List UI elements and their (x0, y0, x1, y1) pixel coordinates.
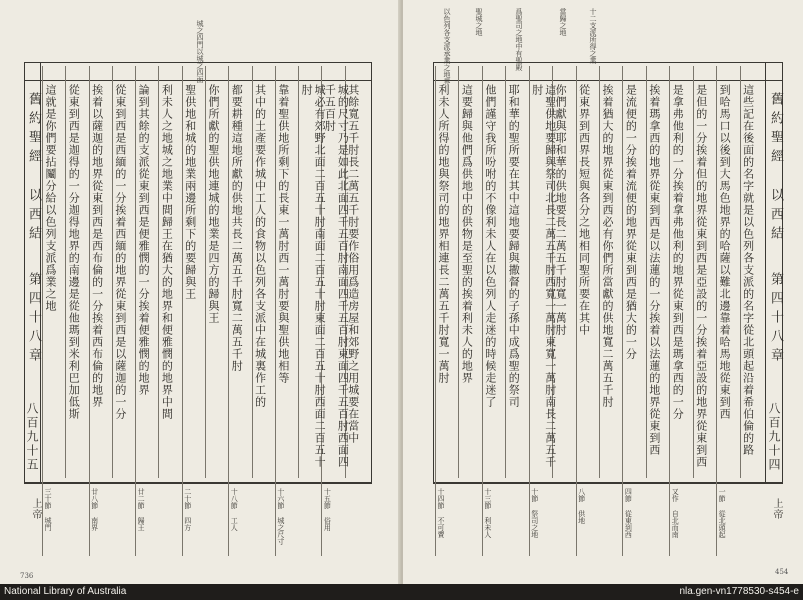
scripture-column: 利未人之地城之地業中間歸王在猶大的地界和便雅憫的地界中間 (160, 84, 174, 420)
left-margin-note: 城之四門以城之四面 (196, 20, 204, 83)
column-rule (228, 470, 229, 556)
scripture-column: 聖供地和城的地業兩邊所剩下的要歸與王 (183, 84, 197, 300)
column-rule (228, 66, 229, 478)
right-page (403, 0, 803, 584)
column-rule (622, 470, 623, 556)
column-rule (42, 470, 43, 556)
column-rule (716, 66, 717, 478)
scripture-column: 靠着聖供地所剩下的長東一萬肘西一萬肘要與聖供地相等 (276, 84, 290, 384)
scripture-column: 你們獻與耶和華的供地要長二萬五千肘寬一萬肘 (554, 84, 568, 336)
scripture-column: 其餘寬五千肘長二萬五千肘要作俗用爲造房屋和郊野之用城要在當中 (346, 84, 360, 444)
right-chapter-label: 第四十八章 (768, 272, 783, 367)
column-rule (576, 470, 577, 556)
right-archive-stamp: 454 (775, 568, 789, 576)
left-page-number: 八百九十五 (25, 402, 39, 472)
right-margin-note-5: 聖城之地 (475, 8, 483, 36)
scripture-column: 挨着以薩迦的地界從東到西是西布倫的一分挨着西布倫的地界 (90, 84, 104, 408)
column-rule (622, 66, 623, 478)
column-rule (646, 66, 647, 478)
footnote-column: 十四節 不可賣 (437, 488, 445, 538)
left-page (0, 0, 400, 584)
column-rule (65, 66, 66, 478)
column-rule (529, 66, 530, 478)
scripture-column: 城的尺寸乃是如此北面四千五百肘南面四千五百肘東面四千五百肘西面四千五百肘 (323, 84, 350, 468)
scripture-column: 挨着瑪拿西的地界從東到西是以法蓮的一分挨着以法蓮的地界從東到西 (647, 84, 661, 456)
footnote-column: 四節 從東到西 (624, 488, 633, 538)
right-header-rule (433, 80, 783, 81)
column-rule (89, 66, 90, 478)
column-rule (740, 66, 741, 478)
column-rule (298, 66, 299, 478)
scripture-column: 你們所獻的聖供地連城的地業是四方的歸與王 (207, 84, 220, 324)
credit-library: National Library of Australia (4, 586, 127, 597)
credit-identifier: nla.gen-vn1778530-s454-e (679, 586, 799, 597)
column-rule (135, 66, 136, 478)
scripture-column: 這要歸與他們爲供地中的供物是至聖的挨着利未人的地界 (460, 84, 474, 384)
column-rule (716, 470, 717, 556)
column-rule (321, 470, 322, 556)
left-archive-stamp: 736 (20, 572, 34, 580)
footnote-column: 十節 祭司之地 (530, 488, 539, 538)
scripture-column: 從東到西是迦得的一分迦得地界的南邊是從他瑪到米利巴加低斯 (67, 84, 81, 420)
column-rule (482, 66, 483, 478)
scripture-column: 城必有郊野北面二百五十肘南面二百五十肘東面二百五十肘西面二百五十肘 (300, 84, 327, 468)
footnote-column: 十五節 俗用 (323, 488, 332, 531)
credit-bar (0, 584, 803, 600)
column-rule (158, 66, 159, 478)
right-running-title: 舊約聖經 (768, 92, 783, 168)
column-rule (182, 470, 183, 556)
scripture-column: 挨着猶大的地界從東到西必有你們所當獻的供地寬二萬五千肘 (601, 84, 614, 408)
column-rule (435, 470, 436, 556)
footnote-column: 三十節 城門 (44, 488, 52, 531)
column-rule (599, 66, 600, 478)
column-rule (669, 470, 670, 556)
right-footer-mark: 上帝 (771, 498, 782, 520)
right-margin-note-3: 當歸之地 (559, 8, 567, 36)
scripture-column: 是流便的一分挨着流便的地界從東到西是猶大的一分 (624, 84, 638, 360)
right-margin-note-2: 十二支派所得之業 (589, 8, 597, 64)
scripture-column: 從東界到西界長短與各分之地相同聖所要在其中 (577, 84, 591, 336)
right-footnote-rule (433, 482, 783, 483)
footnote-column: 二十節 四方 (183, 488, 192, 531)
scripture-column: 其中的土產要作城中工人的食物以色列各支派中在城裏作工的 (253, 84, 267, 408)
column-rule (252, 66, 253, 478)
column-rule (505, 66, 506, 478)
left-footer-mark: 上帝 (30, 498, 41, 520)
column-rule (482, 470, 483, 556)
column-rule (693, 66, 694, 478)
scripture-column: 都要耕種這地所獻的供地共長二萬五千肘寬二萬五千肘 (230, 84, 244, 372)
scripture-column: 是拿弗他利的一分挨着拿弗他利的地界從東到西是瑪拿西的一分 (671, 84, 685, 420)
column-rule (669, 66, 670, 478)
column-rule (182, 66, 183, 478)
footnote-column: 廿八節 南界 (90, 488, 99, 531)
left-book-name: 以西結 (26, 188, 41, 245)
left-footnote-rule (24, 482, 372, 483)
footnote-column: 一節 從北頭起 (718, 488, 727, 538)
left-chapter-label: 第四十八章 (26, 272, 41, 367)
scripture-column: 從東到西是西緬的一分挨着西緬的地界從東到西是以薩迦的一分 (113, 84, 127, 420)
column-rule (435, 66, 436, 478)
right-margin-note-4: 爲聖司之地中有聖殿 (515, 8, 523, 71)
column-rule (89, 470, 90, 556)
column-rule (576, 66, 577, 478)
scripture-column: 這就是你們要拈鬮分給以色列支派爲業之地 (44, 84, 57, 312)
column-rule (135, 470, 136, 556)
column-rule (42, 66, 43, 478)
right-book-name: 以西結 (768, 188, 783, 245)
footnote-column: 廿二節 歸王 (137, 488, 146, 531)
column-rule (205, 66, 206, 478)
footnote-column: 十三節 利未人 (483, 488, 492, 538)
scripture-column: 耶和華的聖所要在其中這地要歸與撒督的子孫中成爲聖的祭司 (507, 84, 521, 408)
scripture-column: 到哈馬口以後到大馬色地界的哈薩以難北邊靠着哈馬地從東到西 (718, 84, 732, 420)
left-running-title: 舊約聖經 (26, 92, 41, 168)
scripture-column: 論到其餘的支派從東到西是便雅憫的一分挨着便雅憫的地界 (137, 84, 151, 396)
right-page-number: 八百九十四 (767, 402, 781, 472)
footnote-column: 八節 供地 (577, 488, 586, 524)
scripture-column: 這聖供地要歸與祭司北長二萬五千肘西寬一萬肘東寬一萬肘南長二萬五千肘 (530, 84, 557, 468)
column-rule (458, 66, 459, 478)
scripture-column: 是但的一分挨着但的地界從東到西是亞設的一分挨着亞設的地界從東到西 (694, 84, 708, 468)
column-rule (275, 470, 276, 556)
footnote-column: 又作 自北而南 (671, 488, 680, 538)
scripture-column: 他們謹守我所吩咐的不像利未人在以色列人走迷的時候走迷了 (483, 84, 497, 408)
right-margin-note-1: 以色列各支派承業之地界 (443, 8, 451, 85)
footnote-column: 十六節 城之尺寸 (276, 488, 285, 545)
scripture-column: 利未人所得的地與祭司的地界相連長二萬五千肘寬一萬肘 (437, 84, 450, 384)
column-rule (112, 66, 113, 478)
column-rule (529, 470, 530, 556)
scripture-column: 這些記在後面的名字就是以色列各支派的名字從北頭起沿着希伯倫的路 (741, 84, 755, 456)
footnote-column: 十八節 工人 (230, 488, 239, 531)
column-rule (275, 66, 276, 478)
